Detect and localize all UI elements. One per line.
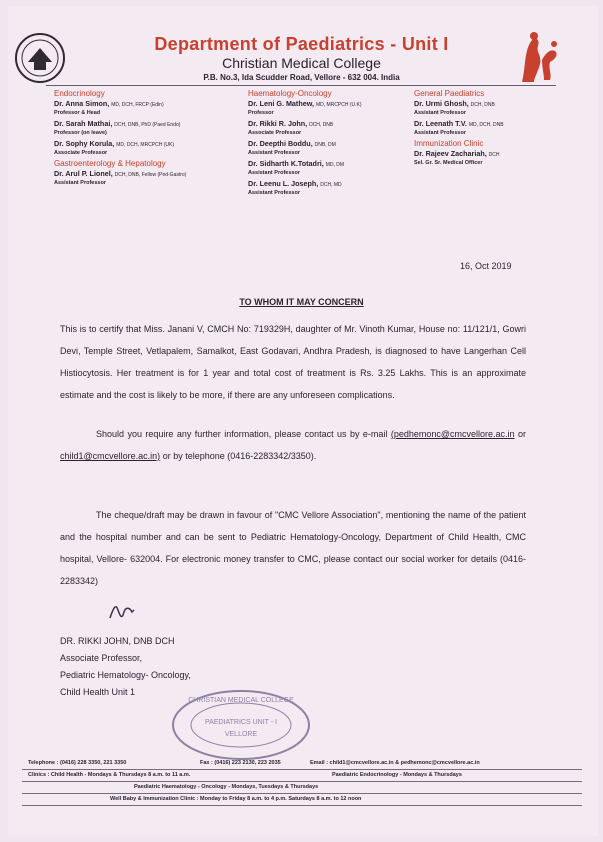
stamp-line1: PAEDIATRICS UNIT - I <box>205 719 277 726</box>
section-heading-general: General Paediatrics <box>414 89 485 98</box>
header-divider <box>46 85 556 86</box>
footer-haem: Paediatric Haematology - Oncology - Mondays, Tuesdays & Thursdays <box>134 784 319 790</box>
faculty-member: Dr. Deepthi Boddu, DNB, DM <box>248 139 336 148</box>
section-heading-gastro: Gastroenterology & Hepatology <box>54 159 166 168</box>
stamp-ring-text: CHRISTIAN MEDICAL COLLEGE <box>188 697 294 704</box>
footer-clinics: Clinics : Child Health - Mondays & Thursdays 8 a.m. to 11 a.m. <box>28 772 191 778</box>
section-heading-immunization: Immunization Clinic <box>414 139 484 148</box>
faculty-role: Assistant Professor <box>248 150 300 156</box>
footer <box>22 758 582 806</box>
stamp-line2: VELLORE <box>224 731 258 738</box>
footer-wellbaby: Well Baby & Immunization Clinic : Monday to Friday 8 a.m. to 4 p.m. Saturdays 8 a.m. to 12 noon <box>110 796 362 802</box>
signature-icon <box>108 600 136 624</box>
faculty-role: Professor <box>248 110 274 116</box>
contact-telephone: or by telephone (0416-2283342/3350). <box>162 451 317 461</box>
signatory-title: Associate Professor, <box>60 653 143 663</box>
faculty-member: Dr. Sidharth K.Totadri, MD, DM <box>248 159 345 168</box>
footer-wellbaby-row <box>22 794 582 806</box>
faculty-member: Dr. Sarah Mathai, DCH, DNB, PhD (Paed Endo) <box>54 119 181 128</box>
paragraph-certification: This is to certify that Miss. Janani V, CMCH No: 719329H, daughter of Mr. Vinoth Kumar, House no: 11/121/1, Gowri Devi, Temple Street, Vetlapalem, Samalkot, East Godavari, Andhra Pradesh, is diagnosed to have Langerhan Cell Histiocytosis. Her treatment is for 1 year and total cost of treatment is Rs. 3.25 Lakhs. This is an approximate estimate and the cost is likely to be more, if there are any unforeseen complications. <box>60 324 526 400</box>
faculty-role: Professor (on leave) <box>54 130 107 136</box>
faculty-member: Dr. Arul P. Lionel, DCH, DNB, Fellow (Ped-Gastro) <box>54 169 187 178</box>
footer-fax: Fax : (0416) 223 2130, 223 2035 <box>200 760 281 766</box>
college-name: Christian Medical College <box>222 55 381 71</box>
paragraph-contact <box>60 423 526 467</box>
faculty-role: Associate Professor <box>54 150 108 156</box>
department-stamp <box>170 688 312 762</box>
section-heading-haematology: Haematology-Oncology <box>248 89 332 98</box>
faculty-column-middle <box>248 88 408 200</box>
contact-or: or <box>517 429 526 439</box>
faculty-member: Dr. Urmi Ghosh, DCH, DNB <box>414 99 495 108</box>
footer-contact-row <box>22 758 582 770</box>
faculty-role: Assistant Professor <box>414 110 466 116</box>
faculty-role: Professor & Head <box>54 110 101 116</box>
faculty-role: Associate Professor <box>248 130 302 136</box>
faculty-role: Assistant Professor <box>248 190 300 196</box>
section-heading-endocrinology: Endocrinology <box>54 89 105 98</box>
mother-child-emblem-icon <box>512 30 562 84</box>
letter-title: TO WHOM IT MAY CONCERN <box>239 297 364 307</box>
signatory-department: Pediatric Hematology- Oncology, <box>60 670 191 680</box>
footer-haem-row <box>22 782 582 794</box>
faculty-member: Dr. Rajeev Zachariah, DCH <box>414 149 500 158</box>
college-address: P.B. No.3, Ida Scudder Road, Vellore - 632 004. India <box>203 73 400 82</box>
faculty-member: Dr. Leenath T.V. MD, DCH, DNB <box>414 119 504 128</box>
faculty-member: Dr. Rikki R. John, DCH, DNB <box>248 119 334 128</box>
footer-telephone: Telephone : (0416) 228 3350, 221 3350 <box>28 760 127 766</box>
letter-date: 16, Oct 2019 <box>460 261 512 271</box>
signatory-unit: Child Health Unit 1 <box>60 687 136 697</box>
contact-intro: Should you require any further information, please contact us by e-mail <box>96 429 388 439</box>
email-link-pedhemonc[interactable]: (pedhemonc@cmcvellore.ac.in <box>390 429 515 439</box>
faculty-member: Dr. Sophy Korula, MD, DCH, MRCPCH (UK) <box>54 139 175 148</box>
faculty-column-right <box>414 88 554 170</box>
faculty-column-left <box>54 88 224 190</box>
paragraph-payment: The cheque/draft may be drawn in favour of "CMC Vellore Association", mentioning the name of the patient and the hospital number and can be sent to Pediatric Hematology-Oncology, Department of Child Health, CMC hospital, Vellore- 632004. For electronic money transfer to CMC, please contact our social worker for details (0416-2283342) <box>60 510 526 586</box>
department-title: Department of Paediatrics - Unit I <box>154 34 449 54</box>
faculty-member: Dr. Leenu L. Joseph, DCH, MD <box>248 179 342 188</box>
faculty-role: Sel. Gr. Sr. Medical Officer <box>414 160 483 166</box>
email-link-child1[interactable]: child1@cmcvellore.ac.in) <box>60 451 161 461</box>
footer-email: Email : child1@cmcvellore.ac.in & pedhemonc@cmcvellore.ac.in <box>310 760 480 766</box>
faculty-role: Assistant Professor <box>54 180 106 186</box>
faculty-member: Dr. Anna Simon, MD, DCH, FRCP (Edin) <box>54 99 164 108</box>
footer-clinics-row <box>22 770 582 782</box>
faculty-member: Dr. Leni G. Mathew, MD, MRCPCH (U.K) <box>248 99 362 108</box>
signatory-name: DR. RIKKI JOHN, DNB DCH <box>60 636 175 646</box>
faculty-role: Assistant Professor <box>248 170 300 176</box>
footer-endo: Paediatric Endocrinology - Mondays & Thursdays <box>332 772 462 778</box>
faculty-role: Assistant Professor <box>414 130 466 136</box>
